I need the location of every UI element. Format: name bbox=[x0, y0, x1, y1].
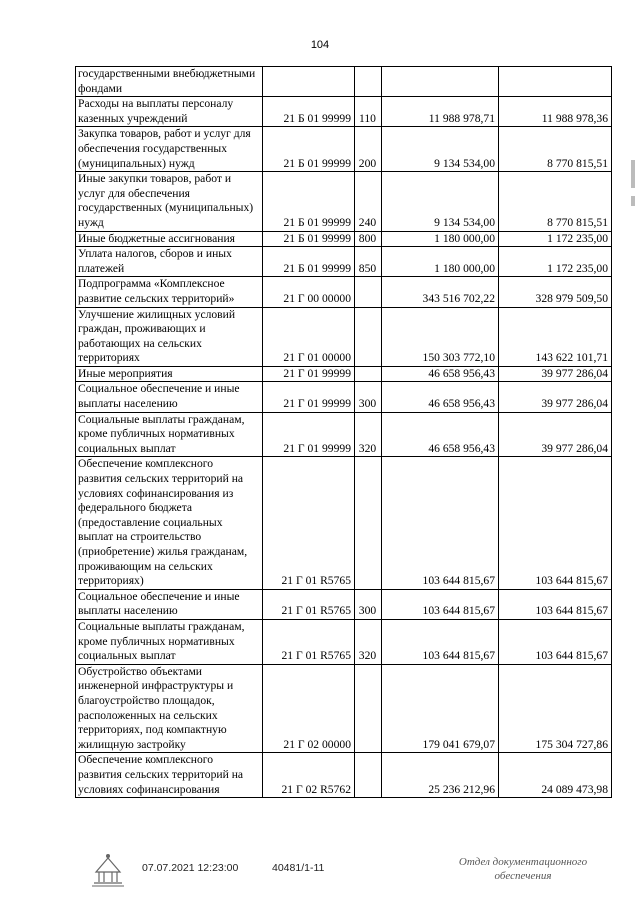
row-planned-amount-cell: 1 180 000,00 bbox=[382, 247, 499, 277]
row-expense-type-cell: 320 bbox=[355, 412, 382, 457]
row-name-cell: Уплата налогов, сборов и иных платежей bbox=[76, 247, 263, 277]
row-name-cell: Иные бюджетные ассигнования bbox=[76, 231, 263, 247]
row-actual-amount-cell: 1 172 235,00 bbox=[499, 231, 612, 247]
table-row bbox=[76, 247, 612, 277]
row-actual-amount-cell: 328 979 509,50 bbox=[499, 277, 612, 307]
row-code-cell: 21 Г 01 R5765 bbox=[263, 619, 355, 664]
row-expense-type-cell: 800 bbox=[355, 231, 382, 247]
table-row bbox=[76, 382, 612, 412]
row-code-cell: 21 Г 01 R5765 bbox=[263, 457, 355, 589]
row-actual-amount-cell: 39 977 286,04 bbox=[499, 382, 612, 412]
row-name-cell: Социальное обеспечение и иные выплаты населению bbox=[76, 589, 263, 619]
row-expense-type-cell: 300 bbox=[355, 382, 382, 412]
row-name-cell: Социальные выплаты гражданам, кроме публичных нормативных социальных выплат bbox=[76, 619, 263, 664]
row-planned-amount-cell: 343 516 702,22 bbox=[382, 277, 499, 307]
row-actual-amount-cell bbox=[499, 67, 612, 97]
table-row bbox=[76, 589, 612, 619]
duma-emblem-icon bbox=[88, 852, 128, 888]
footer-datetime: 07.07.2021 12:23:00 bbox=[142, 862, 239, 874]
footer-doc-number: 40481/1-11 bbox=[272, 862, 325, 874]
row-expense-type-cell bbox=[355, 753, 382, 798]
row-name-cell: Расходы на выплаты персоналу казенных учреждений bbox=[76, 97, 263, 127]
row-expense-type-cell: 300 bbox=[355, 589, 382, 619]
table-row bbox=[76, 277, 612, 307]
row-code-cell: 21 Б 01 99999 bbox=[263, 127, 355, 172]
row-expense-type-cell: 850 bbox=[355, 247, 382, 277]
row-name-cell: Иные мероприятия bbox=[76, 366, 263, 382]
row-expense-type-cell: 320 bbox=[355, 619, 382, 664]
row-planned-amount-cell: 9 134 534,00 bbox=[382, 127, 499, 172]
budget-table-body bbox=[76, 67, 612, 798]
row-code-cell: 21 Г 01 R5765 bbox=[263, 589, 355, 619]
row-expense-type-cell bbox=[355, 366, 382, 382]
table-row bbox=[76, 619, 612, 664]
row-expense-type-cell bbox=[355, 457, 382, 589]
row-actual-amount-cell: 1 172 235,00 bbox=[499, 247, 612, 277]
row-planned-amount-cell: 25 236 212,96 bbox=[382, 753, 499, 798]
row-name-cell: Обустройство объектами инженерной инфраструктуры и благоустройство площадок, расположенных на сельских территориях, под компактную жилищную застройку bbox=[76, 664, 263, 753]
row-actual-amount-cell: 103 644 815,67 bbox=[499, 619, 612, 664]
table-row bbox=[76, 753, 612, 798]
table-row bbox=[76, 457, 612, 589]
row-name-cell: Социальное обеспечение и иные выплаты населению bbox=[76, 382, 263, 412]
row-planned-amount-cell: 1 180 000,00 bbox=[382, 231, 499, 247]
row-name-cell: Иные закупки товаров, работ и услуг для обеспечения государственных (муниципальных) нужд bbox=[76, 172, 263, 231]
row-actual-amount-cell: 11 988 978,36 bbox=[499, 97, 612, 127]
row-code-cell: 21 Б 01 99999 bbox=[263, 172, 355, 231]
page-number: 104 bbox=[310, 39, 330, 51]
row-expense-type-cell: 200 bbox=[355, 127, 382, 172]
scan-edge-mark bbox=[631, 160, 635, 188]
row-planned-amount-cell: 103 644 815,67 bbox=[382, 619, 499, 664]
row-actual-amount-cell: 39 977 286,04 bbox=[499, 412, 612, 457]
row-expense-type-cell: 240 bbox=[355, 172, 382, 231]
row-name-cell: государственными внебюджетными фондами bbox=[76, 67, 263, 97]
table-row bbox=[76, 412, 612, 457]
row-planned-amount-cell: 103 644 815,67 bbox=[382, 457, 499, 589]
table-row bbox=[76, 664, 612, 753]
row-name-cell: Обеспечение комплексного развития сельских территорий на условиях софинансирования из федерального бюджета (предоставление социальных выплат на строительство (приобретение) жилья гражданам, проживающим на сельских территориях) bbox=[76, 457, 263, 589]
row-code-cell: 21 Г 01 00000 bbox=[263, 307, 355, 366]
table-row bbox=[76, 307, 612, 366]
row-code-cell: 21 Г 01 99999 bbox=[263, 412, 355, 457]
row-planned-amount-cell: 46 658 956,43 bbox=[382, 366, 499, 382]
row-expense-type-cell bbox=[355, 277, 382, 307]
row-planned-amount-cell: 9 134 534,00 bbox=[382, 172, 499, 231]
table-row bbox=[76, 97, 612, 127]
row-actual-amount-cell: 24 089 473,98 bbox=[499, 753, 612, 798]
row-code-cell: 21 Г 01 99999 bbox=[263, 382, 355, 412]
stamp-line-1: Отдел документационного bbox=[458, 856, 588, 868]
row-planned-amount-cell: 179 041 679,07 bbox=[382, 664, 499, 753]
row-actual-amount-cell: 103 644 815,67 bbox=[499, 589, 612, 619]
stamp-line-2: обеспечения bbox=[494, 870, 552, 882]
row-name-cell: Подпрограмма «Комплексное развитие сельских территорий» bbox=[76, 277, 263, 307]
row-planned-amount-cell: 11 988 978,71 bbox=[382, 97, 499, 127]
row-code-cell: 21 Б 01 99999 bbox=[263, 247, 355, 277]
row-planned-amount-cell: 150 303 772,10 bbox=[382, 307, 499, 366]
row-actual-amount-cell: 8 770 815,51 bbox=[499, 172, 612, 231]
row-planned-amount-cell: 46 658 956,43 bbox=[382, 382, 499, 412]
row-expense-type-cell bbox=[355, 307, 382, 366]
row-expense-type-cell bbox=[355, 67, 382, 97]
budget-table bbox=[75, 66, 612, 798]
scan-edge-mark bbox=[631, 196, 635, 206]
row-planned-amount-cell: 46 658 956,43 bbox=[382, 412, 499, 457]
row-name-cell: Улучшение жилищных условий граждан, проживающих и работающих на сельских территориях bbox=[76, 307, 263, 366]
row-planned-amount-cell: 103 644 815,67 bbox=[382, 589, 499, 619]
row-name-cell: Обеспечение комплексного развития сельских территорий на условиях софинансирования bbox=[76, 753, 263, 798]
row-actual-amount-cell: 103 644 815,67 bbox=[499, 457, 612, 589]
table-row bbox=[76, 67, 612, 97]
table-row bbox=[76, 366, 612, 382]
table-row bbox=[76, 231, 612, 247]
row-actual-amount-cell: 39 977 286,04 bbox=[499, 366, 612, 382]
row-code-cell: 21 Г 02 00000 bbox=[263, 664, 355, 753]
row-code-cell: 21 Г 01 99999 bbox=[263, 366, 355, 382]
row-code-cell: 21 Г 02 R5762 bbox=[263, 753, 355, 798]
row-code-cell: 21 Б 01 99999 bbox=[263, 97, 355, 127]
row-code-cell: 21 Б 01 99999 bbox=[263, 231, 355, 247]
row-name-cell: Социальные выплаты гражданам, кроме публичных нормативных социальных выплат bbox=[76, 412, 263, 457]
row-name-cell: Закупка товаров, работ и услуг для обеспечения государственных (муниципальных) нужд bbox=[76, 127, 263, 172]
row-code-cell bbox=[263, 67, 355, 97]
table-row bbox=[76, 127, 612, 172]
row-expense-type-cell bbox=[355, 664, 382, 753]
row-actual-amount-cell: 175 304 727,86 bbox=[499, 664, 612, 753]
table-row bbox=[76, 172, 612, 231]
row-expense-type-cell: 110 bbox=[355, 97, 382, 127]
row-actual-amount-cell: 143 622 101,71 bbox=[499, 307, 612, 366]
row-code-cell: 21 Г 00 00000 bbox=[263, 277, 355, 307]
row-actual-amount-cell: 8 770 815,51 bbox=[499, 127, 612, 172]
row-planned-amount-cell bbox=[382, 67, 499, 97]
footer-stamp bbox=[448, 855, 598, 883]
